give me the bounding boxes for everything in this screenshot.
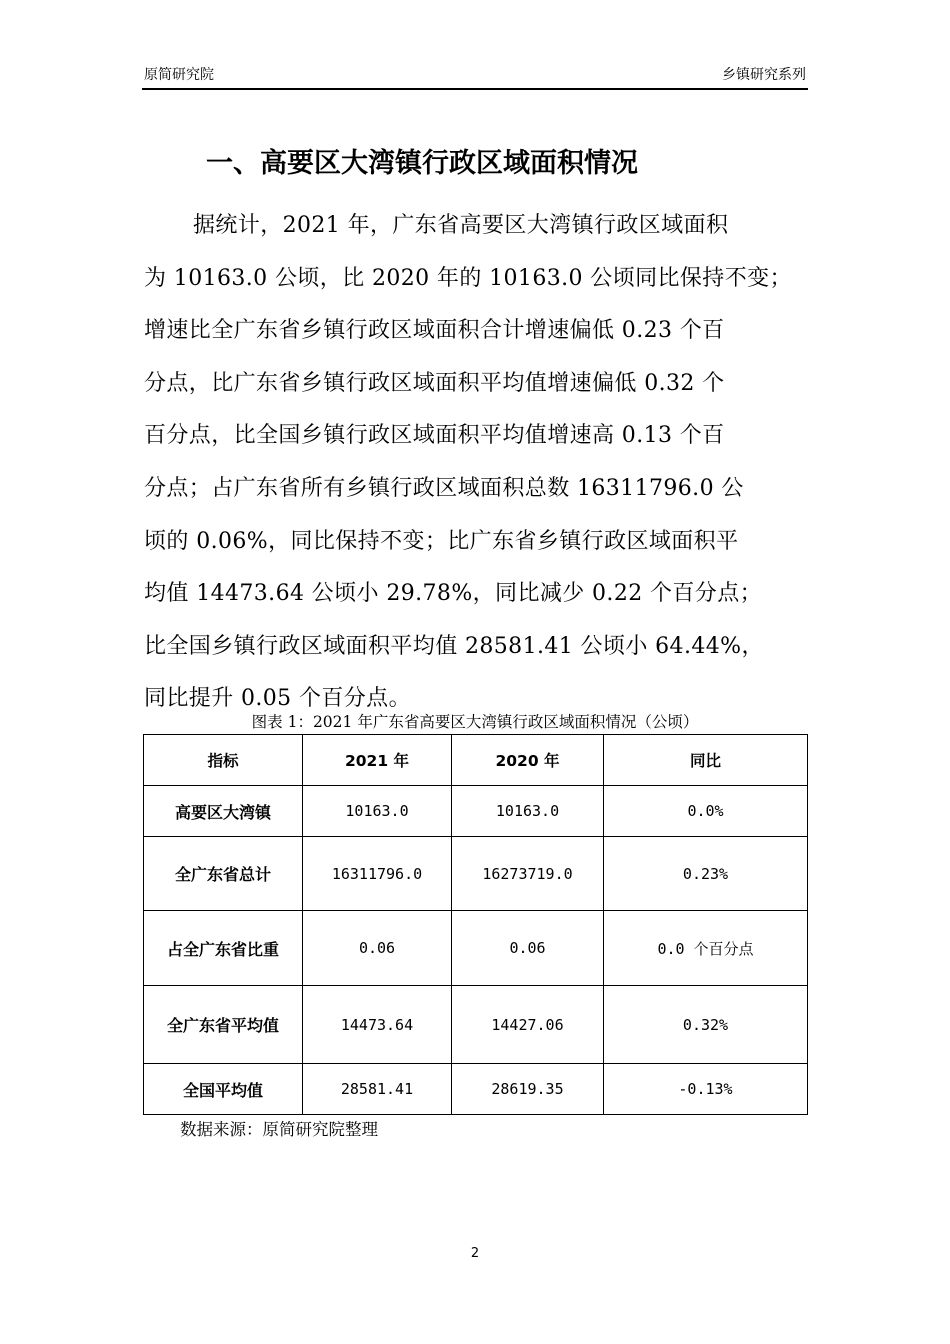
section-title: 一、高要区大湾镇行政区域面积情况 bbox=[206, 148, 638, 179]
cell-yoy: 0.0% bbox=[604, 786, 808, 837]
row-label: 高要区大湾镇 bbox=[144, 786, 303, 837]
header-series-name: 乡镇研究系列 bbox=[722, 67, 806, 83]
body-line: 顷的 0.06%，同比保持不变；比广东省乡镇行政区域面积平 bbox=[144, 528, 739, 554]
cell-2021: 14473.64 bbox=[303, 986, 452, 1064]
body-paragraph bbox=[144, 200, 808, 726]
row-label: 全广东省平均值 bbox=[144, 986, 303, 1064]
table-header-row bbox=[144, 735, 808, 786]
body-line: 增速比全广东省乡镇行政区域面积合计增速偏低 0.23 个百 bbox=[144, 318, 725, 344]
table-row bbox=[144, 786, 808, 837]
header-org-name: 原简研究院 bbox=[144, 67, 214, 83]
page-number: 2 bbox=[470, 1246, 480, 1261]
cell-2021: 0.06 bbox=[303, 911, 452, 986]
body-line: 分点，比广东省乡镇行政区域面积平均值增速偏低 0.32 个 bbox=[144, 370, 725, 396]
cell-2021: 10163.0 bbox=[303, 786, 452, 837]
body-line: 比全国乡镇行政区域面积平均值 28581.41 公顷小 64.44%， bbox=[144, 633, 764, 659]
cell-2021: 16311796.0 bbox=[303, 837, 452, 911]
column-header-2021: 2021 年 bbox=[303, 735, 452, 786]
cell-yoy: 0.0 个百分点 bbox=[604, 911, 808, 986]
cell-yoy: 0.23% bbox=[604, 837, 808, 911]
body-line: 为 10163.0 公顷，比 2020 年的 10163.0 公顷同比保持不变； bbox=[144, 265, 792, 291]
cell-2020: 10163.0 bbox=[452, 786, 604, 837]
row-label: 占全广东省比重 bbox=[144, 911, 303, 986]
data-source-note: 数据来源：原简研究院整理 bbox=[180, 1120, 378, 1139]
table-caption: 图表 1：2021 年广东省高要区大湾镇行政区域面积情况（公顷） bbox=[251, 713, 699, 731]
cell-2020: 16273719.0 bbox=[452, 837, 604, 911]
row-label: 全国平均值 bbox=[144, 1064, 303, 1115]
cell-2021: 28581.41 bbox=[303, 1064, 452, 1115]
body-line: 均值 14473.64 公顷小 29.78%，同比减少 0.22 个百分点； bbox=[144, 581, 763, 607]
table-row bbox=[144, 1064, 808, 1115]
body-line: 同比提升 0.05 个百分点。 bbox=[144, 686, 411, 712]
header-divider bbox=[142, 88, 808, 90]
cell-2020: 0.06 bbox=[452, 911, 604, 986]
column-header-yoy: 同比 bbox=[604, 735, 808, 786]
column-header-2020: 2020 年 bbox=[452, 735, 604, 786]
body-line: 百分点，比全国乡镇行政区域面积平均值增速高 0.13 个百 bbox=[144, 423, 725, 449]
cell-2020: 28619.35 bbox=[452, 1064, 604, 1115]
cell-2020: 14427.06 bbox=[452, 986, 604, 1064]
cell-yoy: 0.32% bbox=[604, 986, 808, 1064]
area-data-table bbox=[143, 734, 808, 1115]
table-row bbox=[144, 911, 808, 986]
body-line: 分点；占广东省所有乡镇行政区域面积总数 16311796.0 公 bbox=[144, 475, 744, 501]
row-label: 全广东省总计 bbox=[144, 837, 303, 911]
table-row bbox=[144, 986, 808, 1064]
column-header-indicator: 指标 bbox=[144, 735, 303, 786]
cell-yoy: -0.13% bbox=[604, 1064, 808, 1115]
body-line: 据统计，2021 年，广东省高要区大湾镇行政区域面积 bbox=[193, 213, 729, 238]
table-row bbox=[144, 837, 808, 911]
